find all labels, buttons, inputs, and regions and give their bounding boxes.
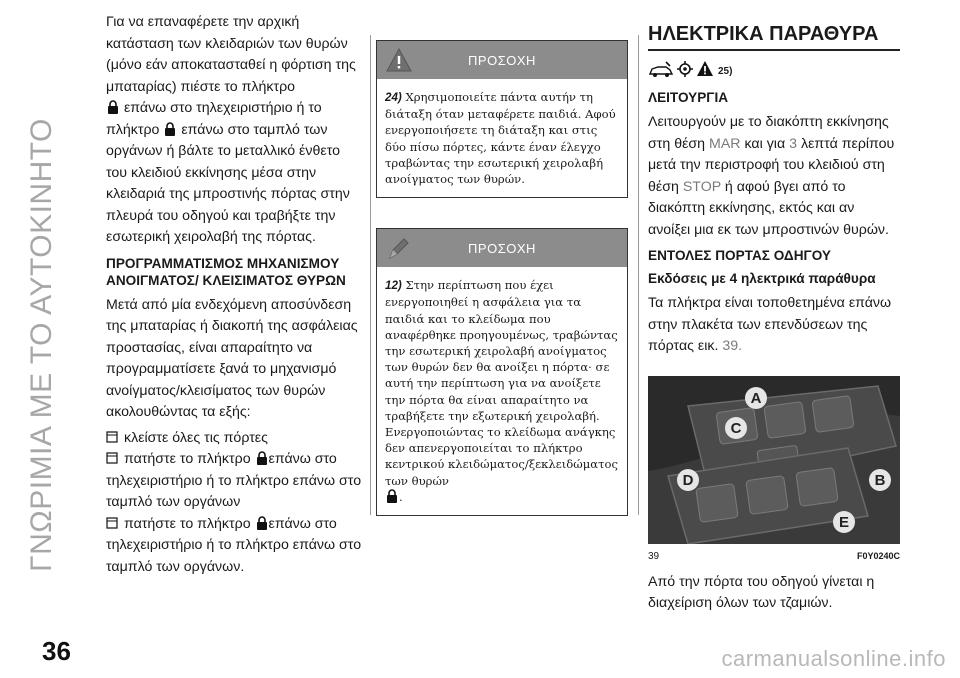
sidebar-chapter-title: ΓΝΩΡΙΜΙΑ ΜΕ ΤΟ ΑΥΤΟΚΙΝΗΤΟ: [25, 118, 58, 572]
warning-body: [377, 79, 627, 197]
door-panel-figure: [648, 376, 900, 544]
chapter-heading: ΗΛΕΚΤΡΙΚΑ ΠΑΡΑΘΥΡΑ: [648, 22, 900, 51]
programming-paragraph: Μετά από μία ενδεχόμενη αποσύνδεση της μπαταρίας ή διακοπή της ασφάλειας προστασίας, είναι απαραίτητο να προγραμματίσετε ξανά το μηχανισμό ανοίγματος/κλεισίματος των θυρών ακολουθώντας τα εξής:: [106, 296, 358, 420]
heading-function: ΛΕΙΤΟΥΡΓΙΑ: [648, 90, 729, 105]
lock-icon: [256, 516, 268, 530]
bullet-box-icon: [106, 517, 118, 529]
bullet-box-icon: [106, 452, 118, 464]
figure-label-c: C: [730, 419, 742, 437]
column-divider: [370, 35, 371, 515]
figure-label-e: E: [838, 513, 850, 531]
warning-box: [376, 228, 628, 516]
warning-triangle-icon: [696, 60, 714, 78]
intro-text-2: επάνω στο τηλεχειριστήριο ή το πλήκτρο: [106, 100, 322, 138]
lock-icon: [386, 489, 398, 503]
page-number: 36: [42, 636, 71, 666]
note-number: 24): [385, 91, 402, 104]
key-position-stop: STOP: [682, 178, 721, 195]
note-reference: 25): [718, 65, 733, 77]
warning-title: ΠΡΟΣΟΧΗ: [468, 241, 536, 257]
intro-paragraph: [106, 12, 364, 249]
warning-text: Στην περίπτωση που έχει ενεργοποιηθεί η ασφάλεια για τα παιδιά και το κλείδωμα που αναφέρθηκε προηγουμένως, τραβώντας την εσωτερική χειρολαβή ανοίγματος των θυρών δεν θα ανοίξει η πόρτα· σε αυτή την περίπτωση για να ανοίξετε την πόρτα θα είναι απαραίτητο να τραβήξετε την εξωτερική χειρολαβή. Ενεργοποιώντας το κλείδωμα ανάγκης δεν απενεργοποιείται το πλήκτρο κεντρικού κλειδώματος/ξεκλειδώματος των θυρών: [385, 278, 618, 488]
list-item: κλείστε όλες τις πόρτες: [106, 428, 364, 450]
list-item: πατήστε το πλήκτρο επάνω στο τηλεχειριστήριο ή το πλήκτρο επάνω στο ταμπλό των οργάνων: [106, 451, 362, 510]
column-right: [648, 12, 900, 619]
column-middle: [376, 12, 628, 516]
figure-reference: 39.: [722, 338, 743, 354]
intro-text-3: επάνω στο ταμπλό των οργάνων ή βάλτε το μεταλλικό ένθετο του κλειδιού εκκίνησης μέσα στην κλειδαριά της μπροστινής πόρτας στην πλευρά του οδηγού και τραβήξτε την εσωτερική χειρολαβή της πόρτας.: [106, 121, 350, 245]
figure-label-b: B: [874, 471, 886, 489]
versions-paragraph: Τα πλήκτρα είναι τοποθετημένα επάνω στην πλακέτα των επενδύσεων της πόρτας εικ. 39.: [648, 295, 892, 354]
column-left: [106, 12, 364, 578]
figure-number: 39: [648, 550, 660, 562]
warning-box: [376, 40, 628, 198]
intro-text-1: Για να επαναφέρετε την αρχική κατάσταση των κλειδαριών των θυρών (μόνο εάν αποκατασταθεί η φόρτιση της μπαταρίας) πιέστε το πλήκτρο: [106, 14, 356, 95]
closing-paragraph: Από την πόρτα του οδηγού γίνεται η διαχείριση όλων των τζαμιών.: [648, 573, 875, 611]
figure-code: F0Y0240C: [856, 550, 900, 561]
gear-hand-icon: [676, 60, 694, 78]
figure-label-d: D: [682, 471, 694, 489]
heading-versions: Εκδόσεις με 4 ηλεκτρικά παράθυρα: [648, 271, 876, 286]
car-wrench-icon: [648, 60, 674, 78]
function-paragraph: Λειτουργούν με το διακόπτη εκκίνησης στη θέση MAR και για 3 λεπτά περίπου μετά την περιστροφή του κλειδιού στη θέση STOP ή αφού βγει από το διακόπτη εκκίνησης, εκτός και αν ανοίξει μια εκ των μπροστινών θυρών.: [648, 114, 895, 238]
heading-driver-door: ΕΝΤΟΛΕΣ ΠΟΡΤΑΣ ΟΔΗΓΟΥ: [648, 248, 831, 263]
figure-label-a: A: [750, 389, 762, 407]
list-item: πατήστε το πλήκτρο επάνω στο τηλεχειριστήριο ή το πλήκτρο επάνω στο ταμπλό των οργάνων.: [106, 515, 362, 575]
key-position-mar: MAR: [709, 135, 741, 152]
lock-icon: [256, 451, 268, 465]
warning-title: ΠΡΟΣΟΧΗ: [468, 53, 536, 68]
warning-text: Χρησιμοποιείτε πάντα αυτήν τη διάταξη όταν μεταφέρετε παιδιά. Αφού ενεργοποιήσετε τη διάταξη και στις δύο πίσω πόρτες, κάντε έναν έλεγχο τραβώντας την εσωτερική χειρολαβή ανοίγματος των θυρών.: [385, 90, 616, 187]
note-number: 12): [385, 279, 402, 293]
steps-list: [106, 428, 364, 579]
figure-caption: [648, 551, 900, 562]
bullet-box-icon: [106, 431, 118, 443]
note-icons: [648, 59, 900, 79]
warning-body: 12) Στην περίπτωση που έχει ενεργοποιηθεί η ασφάλεια για τα παιδιά και το κλείδωμα που αναφέρθηκε προηγουμένως, τραβώντας την εσωτερική χειρολαβή ανοίγματος των θυρών δεν θα ανοίξει η πόρτα· σε αυτή την περίπτωση για να ανοίξετε την πόρτα θα είναι απαραίτητο να τραβήξετε την εξωτερική χειρολαβή. Ενεργοποιώντας το κλείδωμα ανάγκης δεν απενεργοποιείται το πλήκτρο κεντρικού κλειδώματος/ξεκλειδώματος των θυρών .: [385, 278, 618, 504]
warning-header: [377, 229, 627, 267]
column-divider: [638, 35, 639, 515]
lock-icon: [107, 100, 119, 114]
section-heading-programming: ΠΡΟΓΡΑΜΜΑΤΙΣΜΟΣ ΜΗΧΑΝΙΣΜΟΥ ΑΝΟΙΓΜΑΤΟΣ/ ΚΛΕΙΣΙΜΑΤΟΣ ΘΥΡΩΝ: [106, 255, 346, 288]
lock-icon: [164, 122, 176, 136]
watermark: carmanualsonline.info: [721, 646, 946, 671]
warning-header: [377, 41, 627, 79]
